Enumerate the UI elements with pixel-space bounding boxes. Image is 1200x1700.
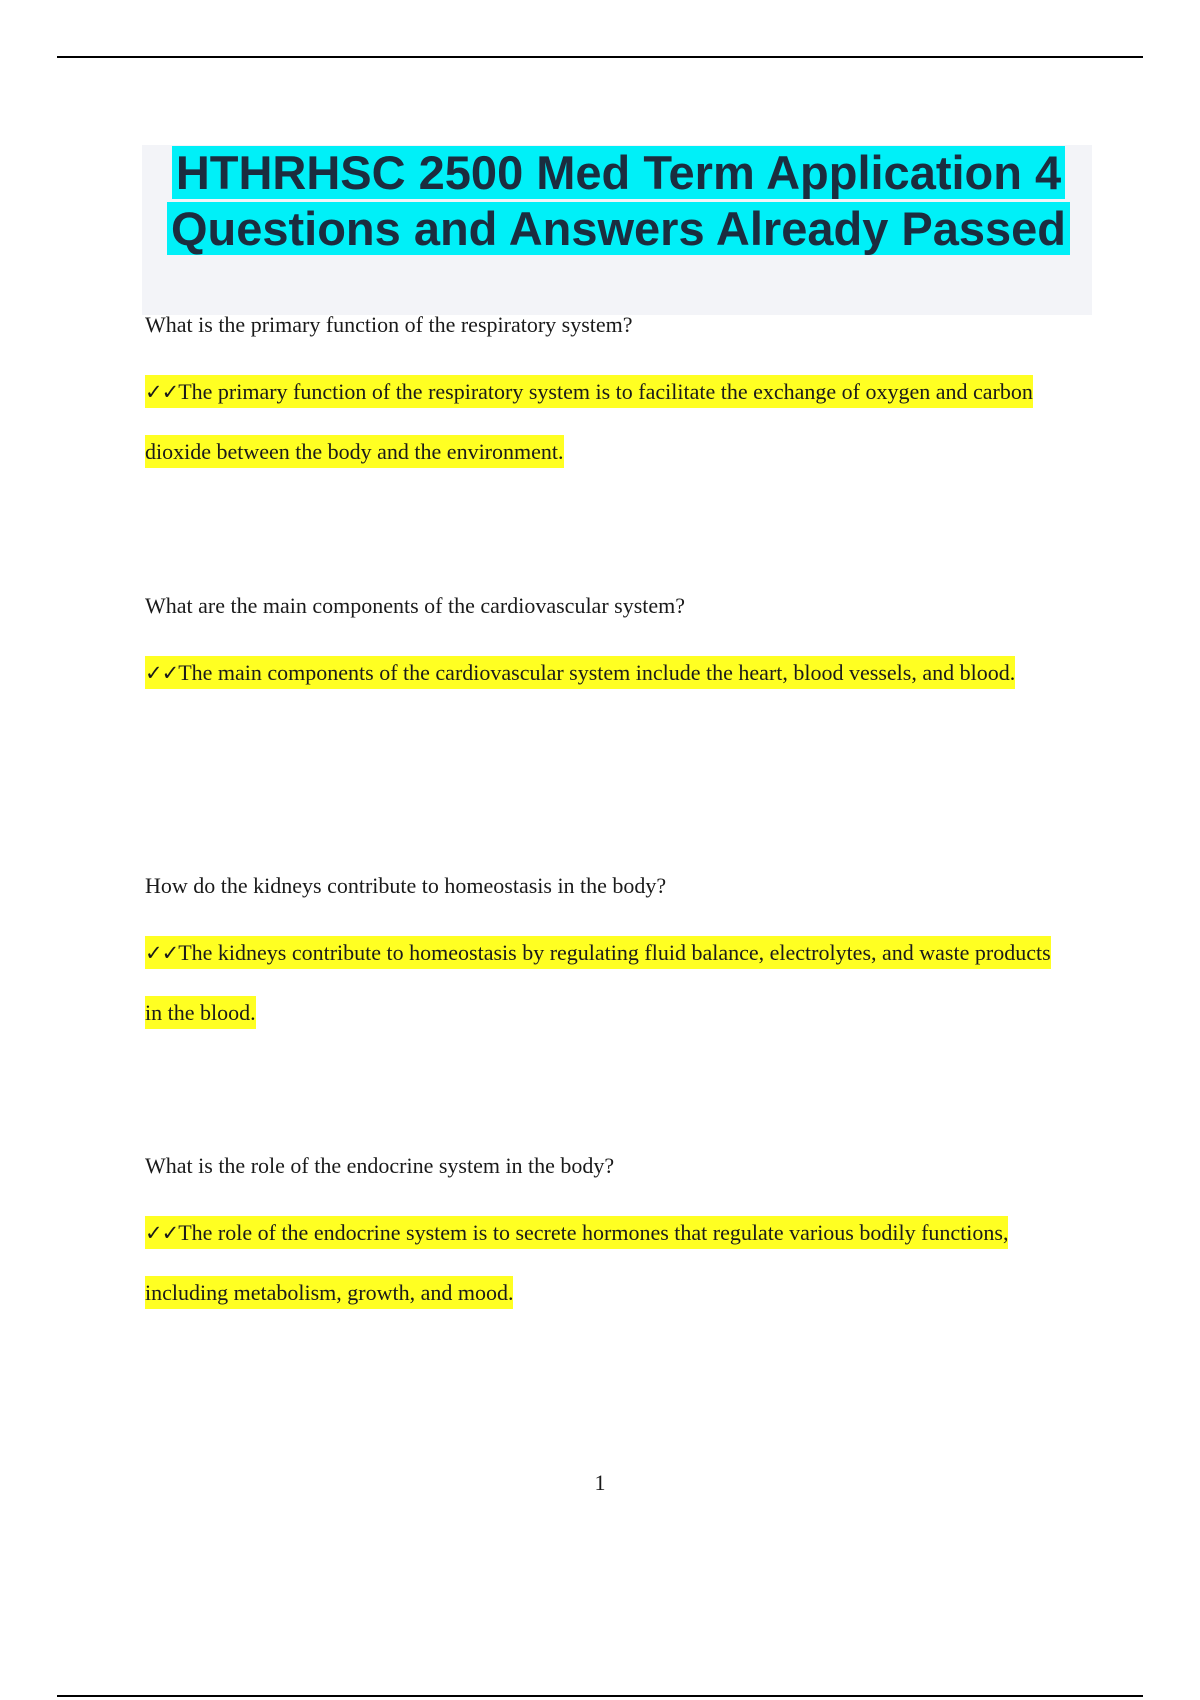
question-text: What is the role of the endocrine system in the body? xyxy=(145,1153,615,1178)
answer-body: The primary function of the respiratory system is to facilitate the exchange of oxygen and carbon dioxide between the body and the environment. xyxy=(145,379,1033,464)
question-text: What is the primary function of the respiratory system? xyxy=(145,312,633,337)
check-mark-icon: ✓✓ xyxy=(145,1221,179,1245)
qa-item-3 xyxy=(145,871,1065,1043)
document-title xyxy=(156,145,1081,257)
bottom-rule xyxy=(57,1695,1143,1697)
qa-item-2 xyxy=(145,591,1065,703)
answer-text xyxy=(145,643,1065,703)
top-rule xyxy=(57,56,1143,58)
answer-text xyxy=(145,362,1065,482)
answer-body: The main components of the cardiovascular system include the heart, blood vessels, and blood. xyxy=(178,660,1016,685)
title-line-2: Questions and Answers Already Passed xyxy=(167,202,1070,255)
answer-text xyxy=(145,1203,1065,1323)
answer-body: The role of the endocrine system is to secrete hormones that regulate various bodily functions, including metabolism, growth, and mood. xyxy=(145,1220,1009,1305)
page-number: 1 xyxy=(594,1470,606,1495)
answer-text xyxy=(145,923,1065,1043)
qa-item-1 xyxy=(145,310,1065,482)
check-mark-icon: ✓✓ xyxy=(145,941,179,965)
question-text: What are the main components of the cardiovascular system? xyxy=(145,593,686,618)
title-line-1: HTHRHSC 2500 Med Term Application 4 xyxy=(172,146,1065,199)
check-mark-icon: ✓✓ xyxy=(145,661,179,685)
qa-item-4 xyxy=(145,1151,1065,1323)
answer-body: The kidneys contribute to homeostasis by regulating fluid balance, electrolytes, and waste products in the blood. xyxy=(145,940,1051,1025)
check-mark-icon: ✓✓ xyxy=(145,380,179,404)
title-block xyxy=(142,145,1092,315)
question-text: How do the kidneys contribute to homeostasis in the body? xyxy=(145,873,667,898)
